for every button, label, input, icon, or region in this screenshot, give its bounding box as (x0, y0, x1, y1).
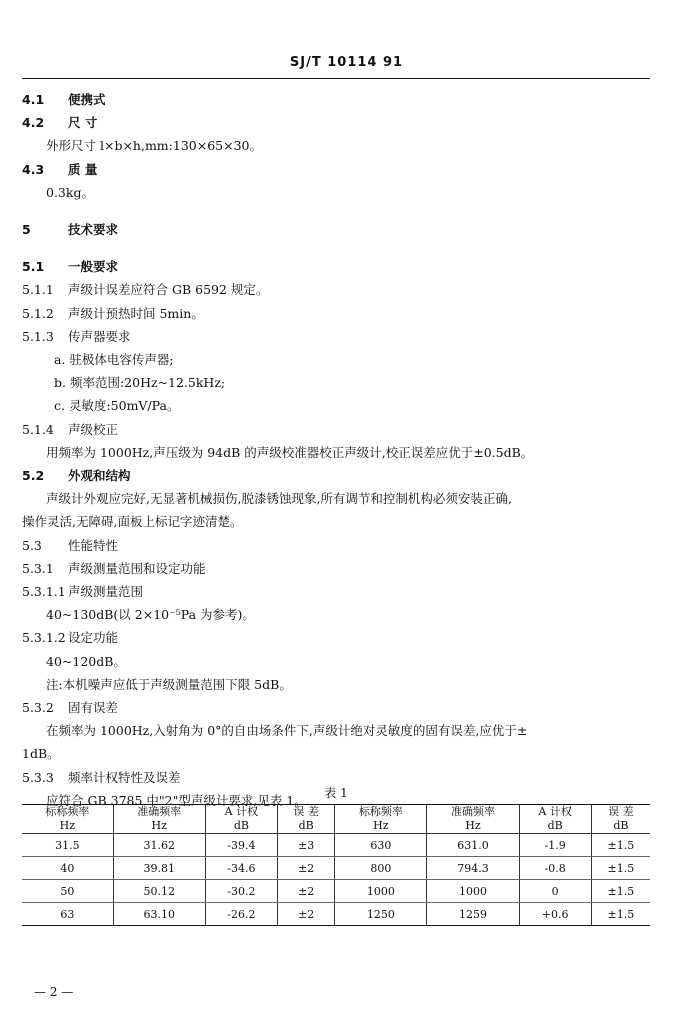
section-number: 4.1 (22, 92, 45, 107)
section-number: 5.3.2 (22, 700, 54, 716)
paragraph-text: 用频率为 1000Hz,声压级为 94dB 的声级校准器校正声级计,校正误差应优于±0.5dB。 (46, 444, 534, 460)
section-number: 5.1.4 (22, 421, 54, 437)
body-text-line (22, 673, 652, 696)
section-number: 5.3 (22, 537, 42, 553)
section-title: 频率计权特性及误差 (68, 769, 181, 785)
body-text-line (22, 371, 652, 394)
table-cell: ±2 (278, 857, 335, 880)
table-cell: -30.2 (205, 880, 277, 903)
body-text-line (22, 603, 652, 626)
table-cell: ±1.5 (591, 880, 650, 903)
paragraph-text: 0.3kg。 (46, 184, 94, 200)
body-text-line (22, 510, 652, 533)
table-cell: 50.12 (113, 880, 205, 903)
body-text-line (22, 742, 652, 765)
table-cell: 1000 (427, 880, 519, 903)
section-heading (22, 158, 652, 181)
column-header-unit: dB (233, 819, 249, 832)
table-cell: 31.62 (113, 834, 205, 857)
table-cell: -26.2 (205, 903, 277, 926)
section-number: 5.2 (22, 468, 45, 484)
section-title: 声级测量范围和设定功能 (68, 560, 206, 576)
table-cell: 50 (22, 880, 113, 903)
section-title: 便携式 (68, 92, 106, 107)
section-heading (22, 111, 652, 134)
table-cell: ±3 (278, 834, 335, 857)
column-header (113, 805, 205, 834)
table-cell: 794.3 (427, 857, 519, 880)
section-heading (22, 302, 652, 325)
column-header-unit: Hz (59, 819, 76, 832)
table-cell: 630 (335, 834, 427, 857)
table-caption: 表 1 (324, 786, 348, 800)
section-title: 声级测量范围 (68, 584, 144, 600)
table-cell: ±2 (278, 903, 335, 926)
table-cell: 40 (22, 857, 113, 880)
section-heading (22, 255, 652, 278)
column-header (591, 805, 650, 834)
column-header-unit: dB (298, 819, 314, 832)
table-row (22, 857, 650, 880)
table-cell: -1.9 (519, 834, 591, 857)
section-heading (22, 88, 652, 111)
section-heading (22, 557, 652, 580)
table-cell: 0 (519, 880, 591, 903)
section-heading (22, 218, 652, 241)
table-cell: ±1.5 (591, 903, 650, 926)
page-number: — 2 — (34, 985, 74, 999)
table-cell: 1000 (335, 880, 427, 903)
section-number: 4.2 (22, 115, 45, 131)
table-row (22, 903, 650, 926)
table-cell: ±1.5 (591, 857, 650, 880)
paragraph-text: 40~120dB。 (46, 653, 126, 669)
table-cell: ±1.5 (591, 834, 650, 857)
section-number: 5.3.1 (22, 560, 54, 576)
paragraph-text: 声级计外观应完好,无显著机械损伤,脱漆锈蚀现象,所有调节和控制机构必须安装正确, (46, 491, 512, 507)
section-title: 外观和结构 (68, 468, 131, 484)
column-header-label: 标称频率 (358, 805, 403, 818)
document-body (22, 88, 652, 812)
section-number: 5.1.1 (22, 282, 54, 298)
section-heading (22, 580, 652, 603)
paragraph-text: 外形尺寸 l×b×h,mm:130×65×30。 (46, 138, 262, 154)
frequency-weighting-table (22, 804, 650, 926)
column-header-unit: dB (613, 819, 629, 832)
table-body (22, 834, 650, 926)
section-heading (22, 418, 652, 441)
table-cell: 1250 (335, 903, 427, 926)
column-header (519, 805, 591, 834)
table-cell: 63.10 (113, 903, 205, 926)
column-header-label: 准确频率 (450, 805, 495, 818)
column-header-label: A 计权 (224, 805, 259, 818)
paragraph-text: b. 频率范围:20Hz~12.5kHz; (54, 375, 226, 391)
body-text-line (22, 394, 652, 417)
section-heading (22, 626, 652, 649)
column-header (427, 805, 519, 834)
section-heading (22, 325, 652, 348)
column-header (335, 805, 427, 834)
section-number: 5.3.1.1 (22, 584, 66, 600)
section-title: 质 量 (68, 161, 98, 177)
section-title: 技术要求 (68, 222, 119, 238)
section-heading (22, 278, 652, 301)
section-number: 5 (22, 222, 31, 238)
section-number: 5.3.3 (22, 769, 54, 785)
section-number: 5.3.1.2 (22, 630, 66, 646)
table-cell: +0.6 (519, 903, 591, 926)
body-text-line (22, 650, 652, 673)
section-title: 性能特性 (68, 537, 119, 553)
table-cell: ±2 (278, 880, 335, 903)
column-header (278, 805, 335, 834)
column-header-label: 准确频率 (137, 805, 182, 818)
column-header (205, 805, 277, 834)
column-header-label: 误 差 (293, 805, 319, 818)
table-cell: 39.81 (113, 857, 205, 880)
section-title: 设定功能 (68, 630, 119, 646)
paragraph-text: 注:本机噪声应低于声级测量范围下限 5dB。 (46, 676, 292, 692)
body-text-line (22, 134, 652, 157)
section-heading (22, 696, 652, 719)
table-cell: 63 (60, 907, 75, 921)
paragraph-text: 操作灵活,无障碍,面板上标记字迹清楚。 (22, 514, 243, 530)
table-cell: 1259 (427, 903, 519, 926)
paragraph-text: c. 灵敏度:50mV/Pa。 (54, 398, 180, 414)
column-header-unit: dB (547, 819, 563, 832)
header-divider (22, 78, 650, 79)
table-cell: -0.8 (519, 857, 591, 880)
paragraph-text: 1dB。 (22, 746, 60, 762)
table-cell: -39.4 (205, 834, 277, 857)
column-header-label: A 计权 (538, 805, 572, 818)
paragraph-text: 应符合 GB 3785 中"2"型声级计要求,见表 1。 (46, 792, 307, 808)
section-number: 5.1 (22, 259, 45, 275)
section-gap (22, 241, 652, 255)
table-cell: 31.5 (22, 834, 113, 857)
section-title: 声级计误差应符合 GB 6592 规定。 (68, 282, 269, 298)
table-header-row (22, 805, 650, 834)
column-header-unit: Hz (151, 819, 167, 832)
body-text-line (22, 441, 652, 464)
section-title: 声级校正 (68, 421, 119, 437)
column-header-unit: Hz (373, 819, 389, 832)
section-gap (22, 204, 652, 218)
section-title: 尺 寸 (68, 115, 98, 131)
section-title: 传声器要求 (68, 328, 131, 344)
section-number: 5.1.2 (22, 305, 54, 321)
body-text-line (22, 719, 652, 742)
section-title: 固有误差 (68, 700, 119, 716)
body-text-line (22, 181, 652, 204)
table-cell: 800 (335, 857, 427, 880)
document-code-header: SJ/T 10114 91 (289, 55, 404, 70)
section-heading (22, 534, 652, 557)
paragraph-text: 在频率为 1000Hz,入射角为 0°的自由场条件下,声级计绝对灵敏度的固有误差,应优于± (46, 723, 528, 739)
section-number: 4.3 (22, 161, 45, 177)
column-header (22, 805, 113, 834)
section-title: 一般要求 (68, 259, 119, 275)
paragraph-text: 40~130dB(以 2×10⁻⁵Pa 为参考)。 (46, 607, 255, 623)
table-row (22, 834, 650, 857)
paragraph-text: a. 驻极体电容传声器; (54, 352, 174, 368)
section-title: 声级计预热时间 5min。 (68, 305, 204, 321)
section-heading (22, 464, 652, 487)
table-cell: 631.0 (427, 834, 519, 857)
column-header-unit: Hz (465, 819, 481, 832)
section-number: 5.1.3 (22, 328, 54, 344)
column-header-label: 误 差 (608, 805, 634, 818)
body-text-line (22, 348, 652, 371)
column-header-label: 标称频率 (45, 805, 90, 818)
table-cell: -34.6 (205, 857, 277, 880)
body-text-line (22, 487, 652, 510)
table-row (22, 880, 650, 903)
